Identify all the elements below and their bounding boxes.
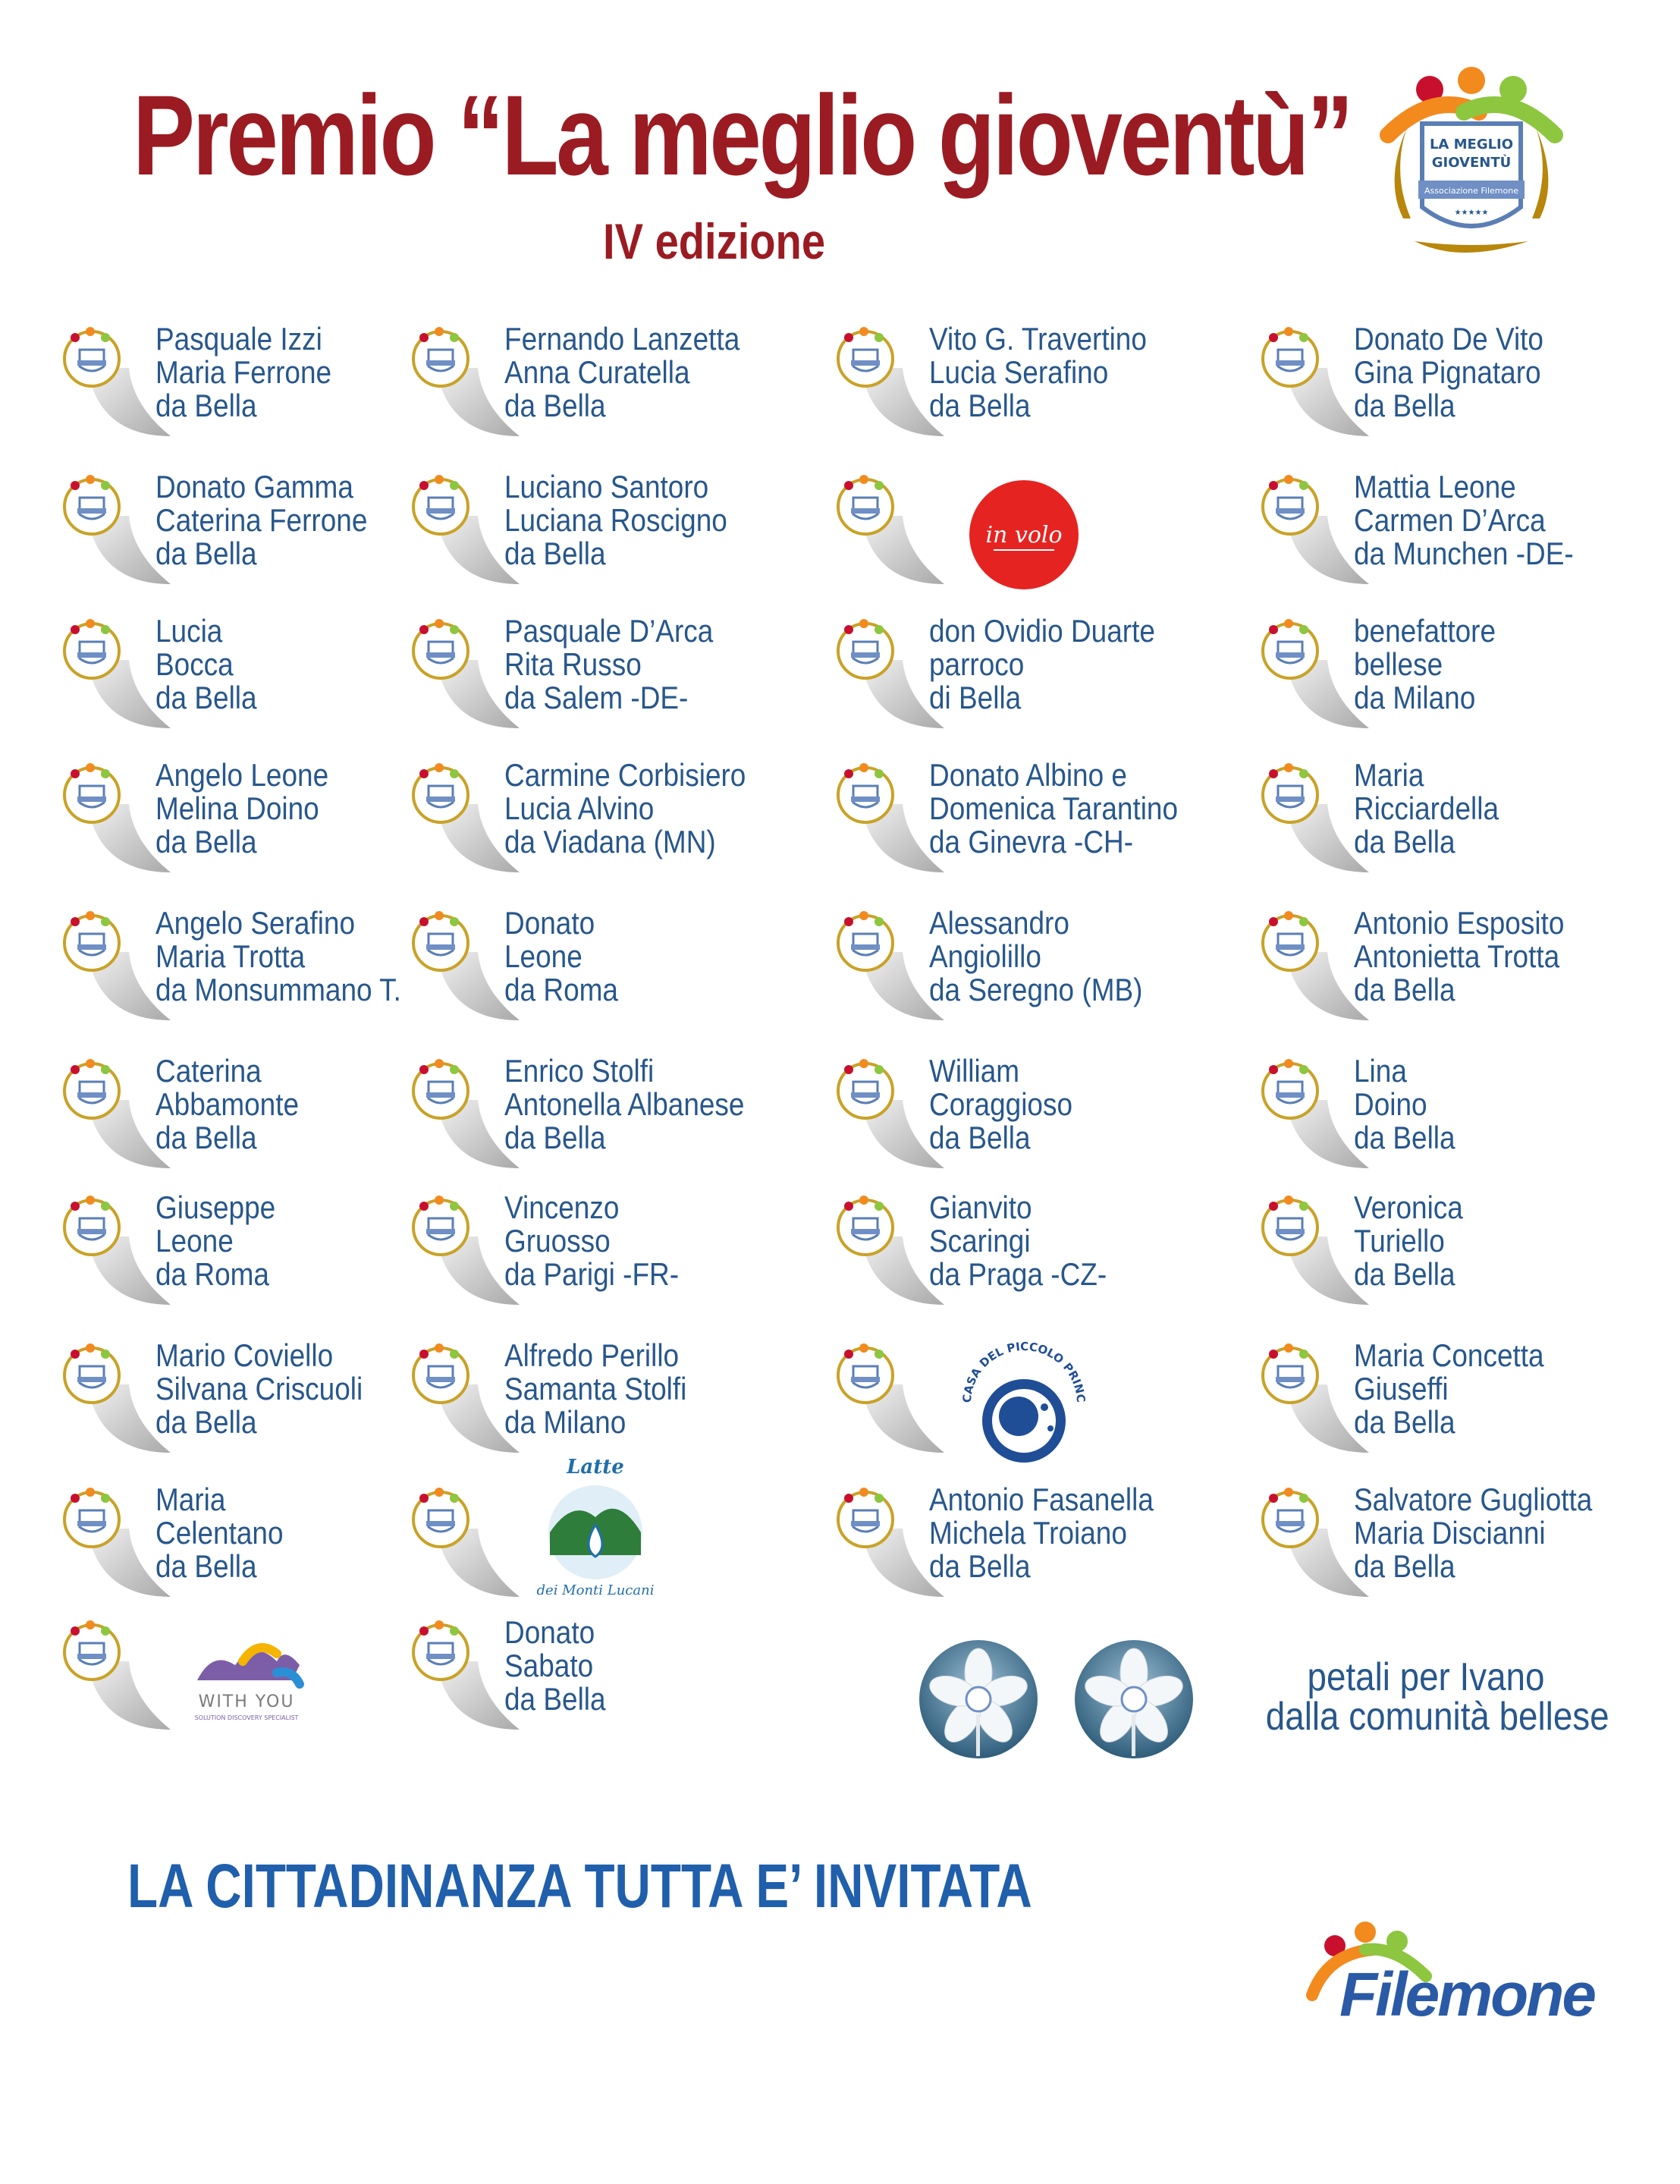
award-line: da Viadana (MN) xyxy=(504,824,716,859)
with-you-icon xyxy=(171,1627,322,1726)
award-line: Gina Pignataro xyxy=(1354,354,1541,390)
award-entry xyxy=(406,1456,732,1604)
award-entry xyxy=(57,1339,383,1460)
award-line: da Milano xyxy=(1354,680,1476,715)
award-names xyxy=(1354,1054,1455,1155)
award-entry xyxy=(831,1339,1157,1460)
award-line: da Munchen -DE- xyxy=(1354,536,1574,571)
svg-text:in volo: in volo xyxy=(985,522,1063,548)
award-line: William xyxy=(929,1053,1020,1089)
award-line: da Bella xyxy=(155,1120,257,1155)
award-entry xyxy=(57,322,383,444)
award-line: Caterina Ferrone xyxy=(155,502,368,538)
piccolo-principe-icon xyxy=(952,1331,1096,1475)
svg-text:GIOVENTÙ: GIOVENTÙ xyxy=(1431,155,1512,171)
award-line: da Bella xyxy=(155,824,257,859)
award-line: Mario Coviello xyxy=(155,1337,334,1373)
award-line: Vito G. Travertino xyxy=(929,321,1147,357)
award-names xyxy=(155,759,328,859)
award-line: Anna Curatella xyxy=(504,354,690,390)
award-line: da Parigi -FR- xyxy=(504,1256,680,1292)
award-line: da Salem -DE- xyxy=(504,680,689,715)
award-entry xyxy=(57,1483,383,1604)
award-line: Abbamonte xyxy=(155,1086,300,1122)
award-line: Sabato xyxy=(504,1648,594,1683)
petali-per-ivano xyxy=(1265,1655,1609,1739)
award-line: Ricciardella xyxy=(1354,790,1499,826)
award-line: da Bella xyxy=(929,388,1031,423)
award-line: Mattia Leone xyxy=(1354,469,1516,504)
award-line: Bocca xyxy=(155,646,234,682)
award-names xyxy=(155,1054,299,1155)
award-names xyxy=(155,1483,284,1583)
award-names xyxy=(155,322,331,423)
award-line: Luciano Santoro xyxy=(504,469,709,504)
award-names xyxy=(504,614,713,715)
award-line: da Monsummano T. xyxy=(155,972,401,1007)
award-line: Luciana Roscigno xyxy=(504,502,727,538)
award-names xyxy=(929,907,1142,1007)
award-entry xyxy=(406,614,732,736)
award-line: da Bella xyxy=(1354,1404,1455,1440)
la-meglio-gioventu-logo xyxy=(1358,59,1585,287)
award-entry xyxy=(831,1054,1157,1176)
award-line: da Bella xyxy=(504,388,606,423)
svg-text:SOLUTION DISCOVERY SPECIALIST: SOLUTION DISCOVERY SPECIALIST xyxy=(194,1714,299,1721)
award-line: Coraggioso xyxy=(929,1086,1073,1122)
in-volo-logo xyxy=(967,478,1081,595)
petali-line1: petali per Ivano xyxy=(1307,1655,1545,1699)
award-entry xyxy=(1255,322,1581,444)
award-names xyxy=(155,1191,275,1291)
award-entry xyxy=(57,614,383,736)
award-line: da Milano xyxy=(504,1404,626,1440)
daffodil-flower-icon xyxy=(918,1639,1039,1760)
award-entry xyxy=(406,470,732,592)
award-line: Samanta Stolfi xyxy=(504,1371,687,1406)
award-line: Leone xyxy=(155,1223,234,1259)
award-entry xyxy=(57,1191,383,1312)
award-line: da Bella xyxy=(504,1120,606,1155)
award-line: Doino xyxy=(1354,1086,1427,1122)
award-line: da Bella xyxy=(1354,1256,1455,1292)
award-line: Enrico Stolfi xyxy=(504,1053,655,1089)
award-line: Pasquale Izzi xyxy=(155,321,322,357)
award-entry xyxy=(1255,1054,1581,1176)
svg-text:LA CASA DEL PICCOLO PRINCIPE: CASA DEL PICCOLO PRINC xyxy=(959,1339,1088,1403)
award-line: Maria Ferrone xyxy=(155,354,332,390)
svg-text:Latte: Latte xyxy=(567,1456,624,1479)
svg-text:★★★★★: ★★★★★ xyxy=(1454,209,1489,217)
award-line: Alfredo Perillo xyxy=(504,1337,680,1373)
award-line: Silvana Criscuoli xyxy=(155,1371,363,1406)
award-line: Angelo Leone xyxy=(155,757,329,793)
award-line: da Praga -CZ- xyxy=(929,1256,1107,1292)
award-line: Leone xyxy=(504,938,583,974)
award-line: da Bella xyxy=(155,388,257,423)
award-line: da Bella xyxy=(1354,1548,1455,1584)
award-line: benefattore xyxy=(1354,613,1496,649)
award-names xyxy=(929,1191,1107,1291)
award-entry xyxy=(406,1616,732,1737)
award-line: da Bella xyxy=(1354,824,1455,859)
invitation-text: LA CITTADINANZA TUTTA E’ INVITATA xyxy=(127,1852,1032,1921)
award-entry xyxy=(831,907,1157,1028)
award-line: Lina xyxy=(1354,1053,1407,1089)
filemone-wordmark: Filemone xyxy=(1339,1960,1594,2029)
award-entry xyxy=(831,614,1157,736)
award-entry xyxy=(406,1191,732,1312)
award-names xyxy=(929,614,1155,715)
award-entry xyxy=(1255,614,1581,736)
award-line: Carmen D’Arca xyxy=(1354,502,1546,538)
award-names xyxy=(929,1483,1154,1583)
award-line: da Bella xyxy=(929,1548,1031,1584)
award-medal-icon xyxy=(831,1339,952,1460)
award-entry xyxy=(1255,470,1581,592)
award-entry xyxy=(406,321,740,444)
award-entry xyxy=(57,1054,383,1176)
award-line: da Roma xyxy=(155,1256,269,1292)
award-line: da Bella xyxy=(155,1548,257,1584)
award-line: Scaringi xyxy=(929,1223,1031,1259)
award-names xyxy=(504,759,746,859)
award-entry xyxy=(57,1616,383,1737)
award-entry xyxy=(1255,907,1581,1028)
award-entry xyxy=(831,470,1157,592)
latte-monti-lucani-icon xyxy=(516,1449,675,1608)
piccolo-principe-logo xyxy=(952,1331,1096,1479)
award-line: da Bella xyxy=(929,1120,1031,1155)
award-line: Melina Doino xyxy=(155,790,319,826)
award-line: Antonio Esposito xyxy=(1354,905,1565,941)
award-names xyxy=(504,1616,606,1716)
award-medal-icon xyxy=(831,470,952,592)
award-names xyxy=(1354,1483,1592,1583)
award-names xyxy=(1354,1339,1544,1439)
award-line: Lucia xyxy=(155,613,223,649)
award-line: Angelo Serafino xyxy=(155,905,356,941)
award-entry xyxy=(831,757,1179,880)
with-you-logo xyxy=(171,1627,322,1730)
award-line: Maria Concetta xyxy=(1354,1337,1544,1373)
award-line: Giuseffi xyxy=(1354,1371,1449,1406)
award-entry xyxy=(406,757,746,880)
award-line: bellese xyxy=(1354,646,1443,682)
award-entry xyxy=(831,322,1157,444)
award-line: Donato Albino e xyxy=(929,757,1127,793)
latte-monti-lucani-logo xyxy=(516,1449,675,1612)
award-line: Pasquale D’Arca xyxy=(504,613,714,649)
award-line: da Bella xyxy=(155,1404,257,1440)
award-line: Veronica xyxy=(1354,1189,1463,1225)
award-line: da Ginevra -CH- xyxy=(929,824,1134,859)
award-entry xyxy=(1255,1191,1581,1312)
award-line: Maria Discianni xyxy=(1354,1515,1546,1551)
award-line: Angiolillo xyxy=(929,938,1041,974)
award-names xyxy=(1354,907,1564,1007)
award-medal-icon xyxy=(406,1483,527,1604)
award-line: Antonella Albanese xyxy=(504,1086,745,1122)
award-names xyxy=(929,1054,1072,1155)
petali-line2: dalla comunità bellese xyxy=(1265,1695,1609,1739)
svg-text:dei Monti Lucani: dei Monti Lucani xyxy=(536,1582,655,1598)
award-line: Gianvito xyxy=(929,1189,1032,1225)
award-names xyxy=(1354,759,1499,859)
award-line: Gruosso xyxy=(504,1223,611,1259)
award-line: Antonietta Trotta xyxy=(1354,938,1560,974)
award-line: don Ovidio Duarte xyxy=(929,613,1155,649)
award-names xyxy=(1354,614,1496,715)
award-line: di Bella xyxy=(929,680,1022,715)
award-line: Maria xyxy=(155,1482,226,1517)
award-names xyxy=(504,1339,686,1439)
award-line: Maria Trotta xyxy=(155,938,306,974)
award-line: Alessandro xyxy=(929,905,1069,941)
award-line: da Bella xyxy=(504,536,606,571)
svg-text:WITH YOU: WITH YOU xyxy=(198,1692,295,1711)
award-names xyxy=(155,470,367,570)
award-line: da Bella xyxy=(155,536,257,571)
award-line: Maria xyxy=(1354,757,1424,793)
award-line: da Bella xyxy=(504,1681,606,1717)
award-line: da Bella xyxy=(1354,972,1455,1007)
award-entry xyxy=(1255,1339,1581,1460)
award-line: Donato De Vito xyxy=(1354,321,1543,357)
award-entry xyxy=(57,759,383,880)
award-names xyxy=(504,907,618,1007)
award-line: da Bella xyxy=(155,680,257,715)
award-entry xyxy=(1255,759,1581,880)
award-line: Fernando Lanzetta xyxy=(504,321,740,357)
award-line: Lucia Serafino xyxy=(929,354,1109,390)
award-line: Lucia Alvino xyxy=(504,790,655,826)
award-line: Vincenzo xyxy=(504,1189,620,1225)
award-line: Domenica Tarantino xyxy=(929,790,1179,826)
svg-text:LA MEGLIO: LA MEGLIO xyxy=(1429,137,1514,152)
award-names xyxy=(929,322,1147,423)
award-names xyxy=(1354,1191,1463,1291)
filemone-logo xyxy=(1289,1915,1593,2044)
award-line: Michela Troiano xyxy=(929,1515,1127,1551)
award-names xyxy=(504,1054,744,1155)
award-line: Carmine Corbisiero xyxy=(504,757,746,793)
award-names xyxy=(504,1191,679,1291)
award-names xyxy=(155,907,401,1007)
award-names xyxy=(155,614,257,715)
daffodil-flower-icon xyxy=(1073,1639,1195,1760)
award-line: Antonio Fasanella xyxy=(929,1482,1154,1517)
award-line: Celentano xyxy=(155,1515,284,1551)
award-entry xyxy=(57,470,383,592)
page-title: Premio “La meglio gioventù” xyxy=(133,71,1352,199)
award-entry xyxy=(406,1339,732,1460)
award-names xyxy=(155,1339,363,1439)
award-line: Donato xyxy=(504,1614,595,1650)
award-line: Salvatore Gugliotta xyxy=(1354,1482,1593,1517)
award-line: parroco xyxy=(929,646,1025,682)
award-entry xyxy=(831,1483,1157,1604)
award-names xyxy=(1354,470,1574,570)
award-line: Donato xyxy=(504,905,595,941)
award-medal-icon xyxy=(57,1616,178,1737)
award-line: da Seregno (MB) xyxy=(929,972,1143,1007)
award-entry xyxy=(406,1053,745,1176)
award-entry xyxy=(406,907,732,1028)
svg-text:Associazione Filemone: Associazione Filemone xyxy=(1424,186,1518,196)
award-line: da Bella xyxy=(1354,1120,1455,1155)
award-names xyxy=(504,322,740,423)
in-volo-circle-icon xyxy=(967,478,1081,592)
award-line: Turiello xyxy=(1354,1223,1445,1259)
award-line: da Roma xyxy=(504,972,618,1007)
award-entry xyxy=(1255,1482,1593,1604)
edition-subtitle: IV edizione xyxy=(603,213,826,269)
award-entry xyxy=(831,1191,1157,1312)
award-line: Caterina xyxy=(155,1053,262,1089)
award-names xyxy=(1354,322,1543,423)
award-entry xyxy=(57,905,401,1028)
award-line: Rita Russo xyxy=(504,646,642,682)
award-line: da Bella xyxy=(1354,388,1455,423)
award-names xyxy=(929,759,1178,859)
award-names xyxy=(504,470,727,570)
award-line: Donato Gamma xyxy=(155,469,353,504)
award-line: Giuseppe xyxy=(155,1189,276,1225)
